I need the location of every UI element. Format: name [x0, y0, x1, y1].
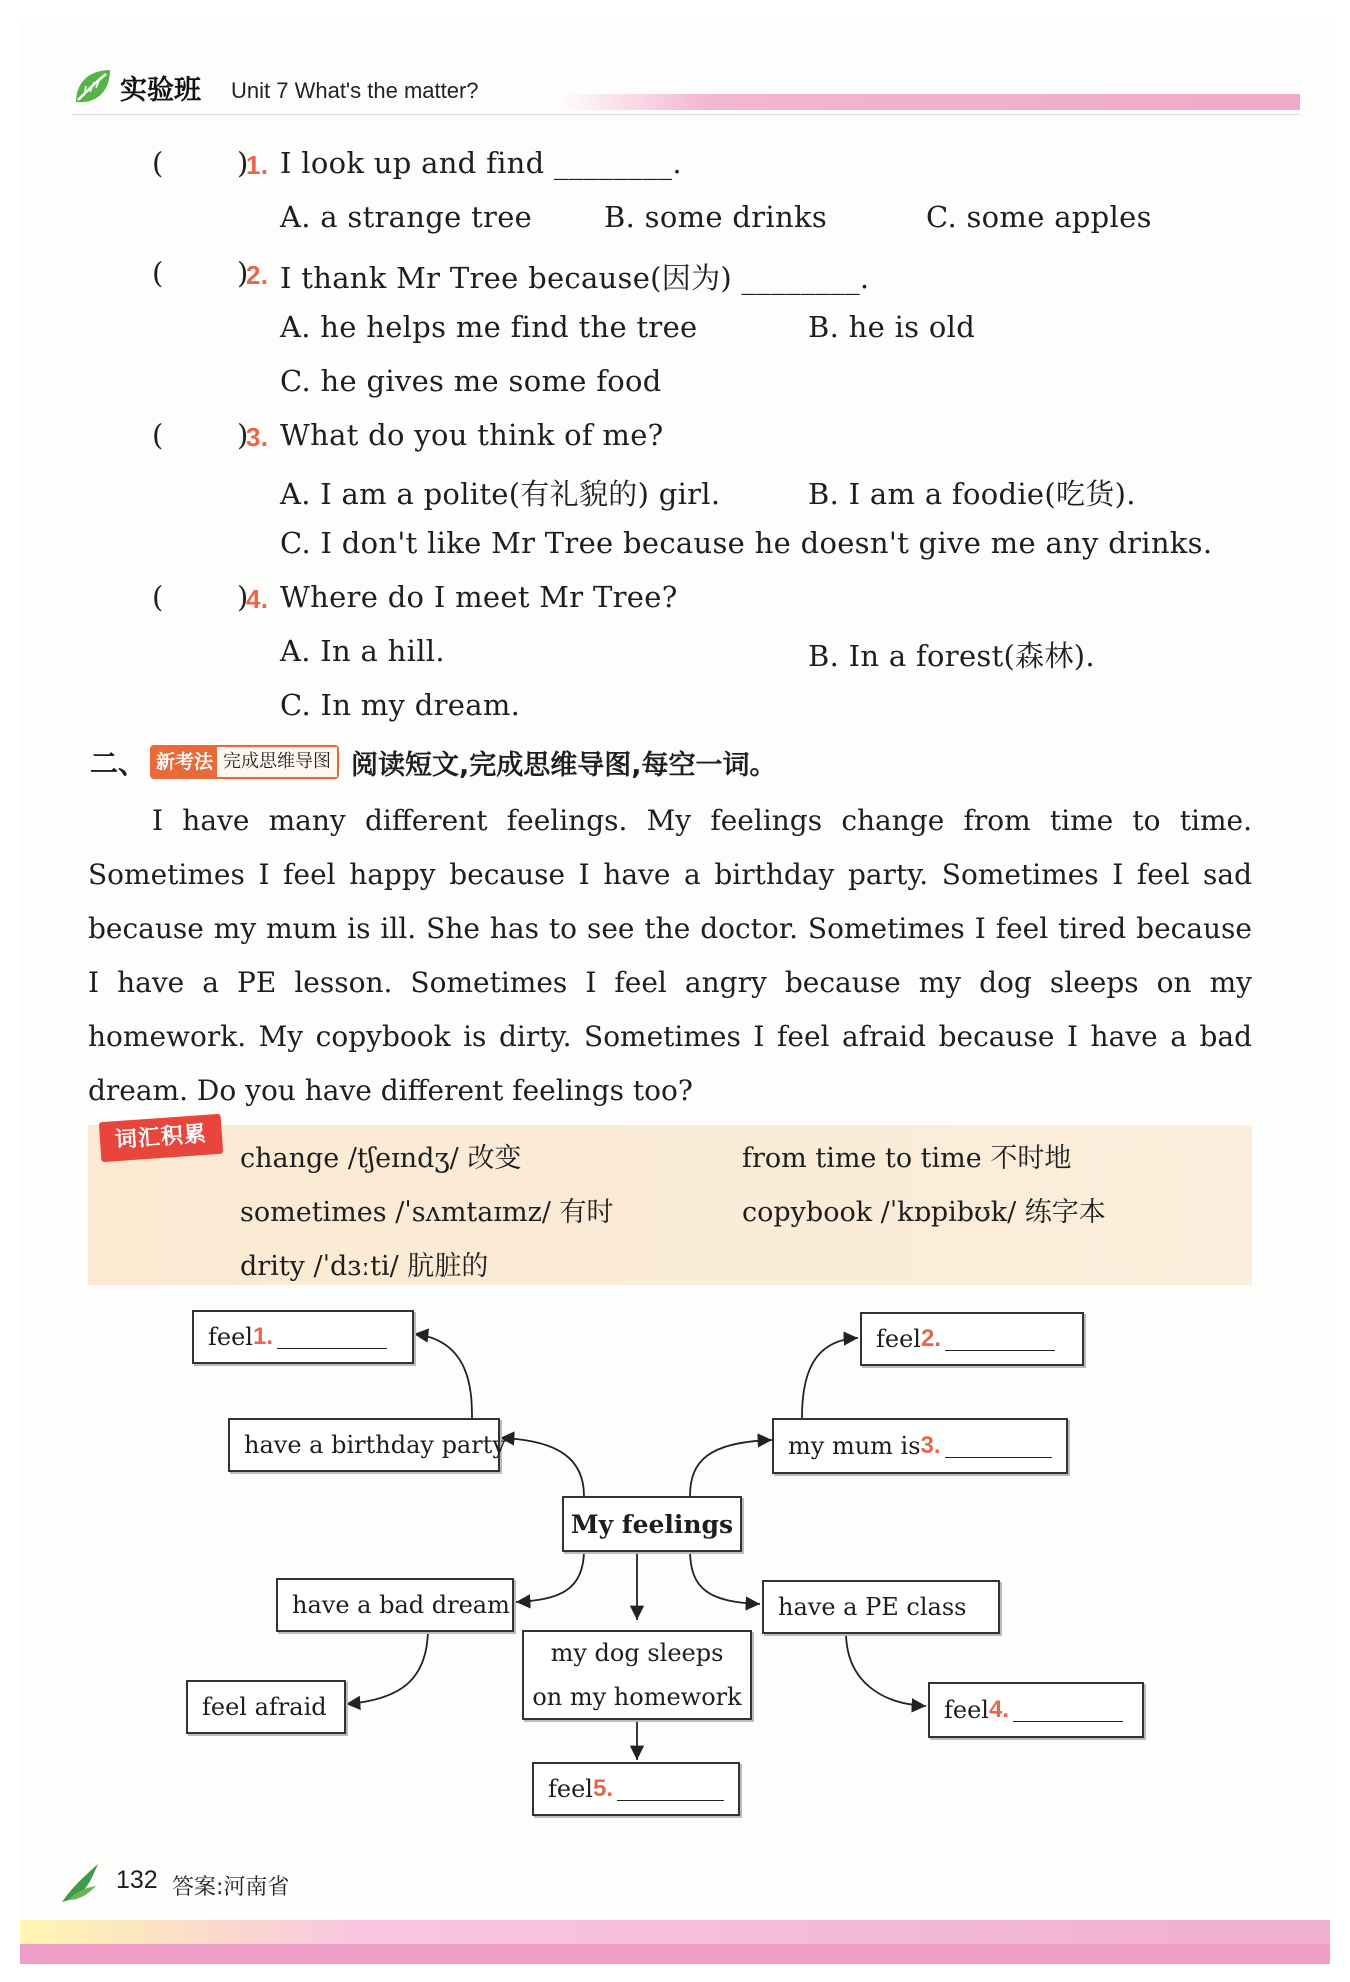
blank-number: 5. — [592, 1775, 613, 1802]
connector-pe-feel4 — [846, 1632, 926, 1706]
passage-text: I have many different feelings. My feelings change from time to time. Sometimes I feel happy because I have a birthday party. Sometimes I feel sad because my mum is ill. She has to see the doctor. Sometimes I feel tired because I have a PE lesson. Sometimes I feel angry because my dog sleeps on my homework. My copybook is dirty. Sometimes I feel afraid because I have a bad dream. Do you have different feelings too? — [88, 804, 1252, 1107]
blank-number: 2. — [920, 1325, 941, 1352]
connector-baddream-afraid — [346, 1628, 428, 1704]
node-label: have a birthday party — [244, 1431, 506, 1459]
brand-title: 实验班 — [120, 74, 201, 106]
blank-1[interactable] — [277, 1326, 387, 1349]
connector-mum-feel2 — [802, 1338, 858, 1418]
question-number: 3. — [246, 422, 269, 452]
mindmap-feel-5-box — [532, 1762, 740, 1816]
vocab-item: copybook /ˈkɒpibʊk/ 练字本 — [742, 1197, 1106, 1228]
question-stem: Where do I meet Mr Tree? — [280, 580, 678, 614]
blank-5[interactable] — [617, 1778, 724, 1801]
option-a: A. a strange tree — [280, 200, 533, 234]
option-c: C. I don't like Mr Tree because he doesn't give me any drinks. — [280, 526, 1213, 560]
mindmap-afraid-box — [186, 1680, 346, 1734]
node-label-line1: my dog sleeps — [550, 1639, 724, 1667]
answer-bracket[interactable]: ( ) — [152, 146, 249, 180]
mindmap-center-box — [562, 1496, 742, 1552]
node-label: my mum is — [788, 1432, 921, 1460]
mindmap-feel-1-box — [192, 1310, 414, 1364]
footer-band-bottom — [20, 1944, 1330, 1964]
vocab-item: change /tʃeɪndʒ/ 改变 — [240, 1143, 522, 1174]
node-label-line2: on my homework — [532, 1683, 742, 1711]
question-stem: What do you think of me? — [280, 418, 664, 452]
connector-center-pe — [690, 1550, 760, 1604]
vocab-item: sometimes /ˈsʌmtaɪmz/ 有时 — [240, 1197, 614, 1228]
footer-band — [20, 1920, 1330, 1946]
blank-4[interactable] — [1013, 1699, 1123, 1722]
option-a: A. he helps me find the tree — [280, 310, 698, 344]
connector-birthday-feel1 — [414, 1334, 472, 1418]
section-number: 二、 — [90, 747, 147, 780]
answer-bracket[interactable]: ( ) — [152, 418, 249, 452]
option-c: C. In my dream. — [280, 688, 521, 722]
feel-label: feel — [548, 1775, 593, 1803]
mindmap-dog-box — [522, 1630, 752, 1720]
bird-logo-icon — [58, 1858, 104, 1908]
feel-label: feel — [208, 1323, 253, 1351]
option-a: A. I am a polite(有礼貌的) girl. — [280, 477, 721, 511]
option-b: B. In a forest(森林). — [808, 639, 1095, 673]
page-number: 132 — [116, 1866, 158, 1894]
center-label: My feelings — [570, 1509, 734, 1539]
node-label: have a PE class — [778, 1593, 967, 1621]
connector-center-mum — [690, 1440, 772, 1496]
option-b: B. he is old — [808, 310, 976, 344]
mindmap-birthday-box — [228, 1418, 506, 1472]
option-a: A. In a hill. — [280, 634, 445, 668]
vocab-tag: 词汇积累 — [99, 1114, 223, 1162]
question-number: 2. — [246, 260, 269, 290]
option-c: C. some apples — [926, 200, 1152, 234]
question-stem: I thank Mr Tree because(因为) ________. — [280, 261, 870, 295]
answer-note: 答案:河南省 — [172, 1875, 290, 1900]
mindmap-feel-4-box — [928, 1682, 1144, 1738]
unit-title: Unit 7 What's the matter? — [231, 78, 479, 103]
question-stem: I look up and find ________. — [280, 146, 682, 180]
feel-label: feel — [944, 1696, 989, 1724]
feel-label: feel — [876, 1325, 921, 1353]
question-number: 4. — [246, 584, 269, 614]
node-label: have a bad dream — [292, 1591, 510, 1619]
section-instruction: 阅读短文,完成思维导图,每空一词。 — [351, 749, 777, 781]
badge-mindmap: 完成思维导图 — [217, 747, 337, 777]
connector-center-birthday — [500, 1438, 584, 1496]
badge-new: 新考法 — [152, 747, 217, 777]
vocab-item: drity /ˈdɜːti/ 肮脏的 — [240, 1251, 489, 1282]
connector-center-baddream — [516, 1550, 584, 1602]
mindmap-pe-box — [762, 1580, 1000, 1634]
blank-number: 3. — [920, 1432, 941, 1459]
blank-number: 4. — [988, 1696, 1009, 1723]
answer-bracket[interactable]: ( ) — [152, 580, 249, 614]
option-b: B. I am a foodie(吃货). — [808, 477, 1136, 511]
question-number: 1. — [246, 150, 269, 180]
mindmap-feel-2-box — [860, 1312, 1084, 1366]
vocab-item: from time to time 不时地 — [742, 1143, 1072, 1174]
option-c: C. he gives me some food — [280, 364, 662, 398]
blank-number: 1. — [252, 1323, 273, 1350]
mindmap-mum-box — [772, 1418, 1068, 1474]
blank-3[interactable] — [945, 1435, 1052, 1458]
blank-2[interactable] — [945, 1328, 1055, 1351]
mindmap-bad-dream-box — [276, 1578, 514, 1632]
node-label: feel afraid — [202, 1693, 327, 1721]
option-b: B. some drinks — [604, 200, 828, 234]
answer-bracket[interactable]: ( ) — [152, 256, 249, 290]
